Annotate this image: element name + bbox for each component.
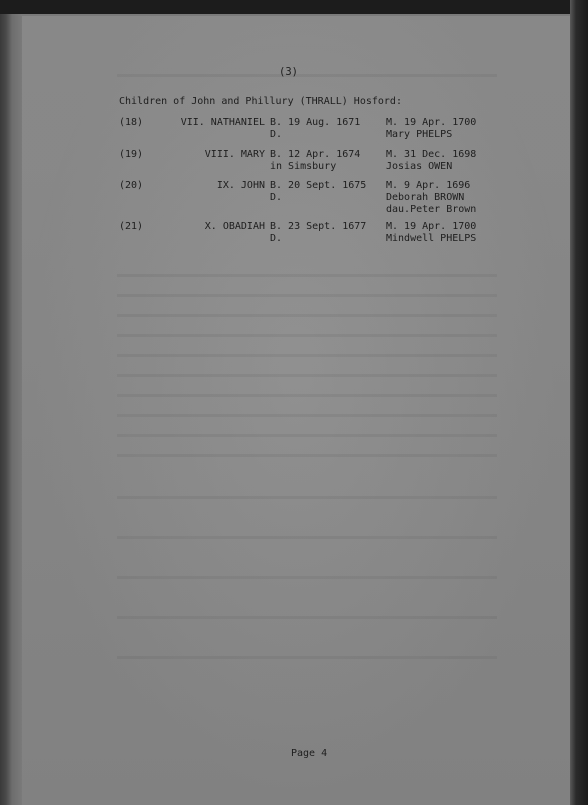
- birth-line: D.: [270, 192, 283, 203]
- birth-info: [270, 149, 360, 173]
- marriage-line: Josias OWEN: [386, 161, 453, 172]
- child-number: (20): [119, 180, 144, 191]
- marriage-line: M. 31 Dec. 1698: [386, 149, 477, 160]
- child-name: IX. JOHN: [216, 180, 265, 191]
- birth-info: [270, 221, 366, 245]
- birth-line: in Simsbury: [270, 161, 337, 172]
- page-marker: (3): [279, 66, 298, 78]
- child-name: VII. NATHANIEL: [180, 117, 265, 128]
- marriage-line: M. 19 Apr. 1700: [386, 221, 477, 232]
- marriage-line: M. 19 Apr. 1700: [386, 117, 477, 128]
- marriage-line: Deborah BROWN: [386, 192, 465, 203]
- child-number: (19): [119, 149, 144, 160]
- birth-info: [270, 117, 360, 141]
- document-page: [22, 16, 570, 805]
- child-number: (21): [119, 221, 144, 232]
- birth-line: B. 23 Sept. 1677: [270, 221, 367, 232]
- child-name: X. OBADIAH: [204, 221, 265, 232]
- marriage-line: Mary PHELPS: [386, 129, 453, 140]
- birth-line: B. 20 Sept. 1675: [270, 180, 367, 191]
- child-number: (18): [119, 117, 144, 128]
- birth-line: B. 12 Apr. 1674: [270, 149, 361, 160]
- marriage-line: dau.Peter Brown: [386, 204, 477, 215]
- scan-right-border: [570, 0, 588, 805]
- marriage-line: Mindwell PHELPS: [386, 233, 477, 244]
- page-footer: Page 4: [291, 748, 328, 759]
- birth-line: B. 19 Aug. 1671: [270, 117, 361, 128]
- scan-top-border: [0, 0, 588, 14]
- birth-line: D.: [270, 129, 283, 140]
- marriage-info: [386, 221, 476, 245]
- birth-info: [270, 180, 366, 204]
- typewritten-text: [22, 16, 570, 805]
- marriage-info: [386, 180, 476, 216]
- child-name: VIII. MARY: [204, 149, 265, 160]
- section-heading: Children of John and Phillury (THRALL) Hosford:: [119, 96, 402, 107]
- birth-line: D.: [270, 233, 283, 244]
- marriage-info: [386, 117, 476, 141]
- marriage-info: [386, 149, 476, 173]
- marriage-line: M. 9 Apr. 1696: [386, 180, 471, 191]
